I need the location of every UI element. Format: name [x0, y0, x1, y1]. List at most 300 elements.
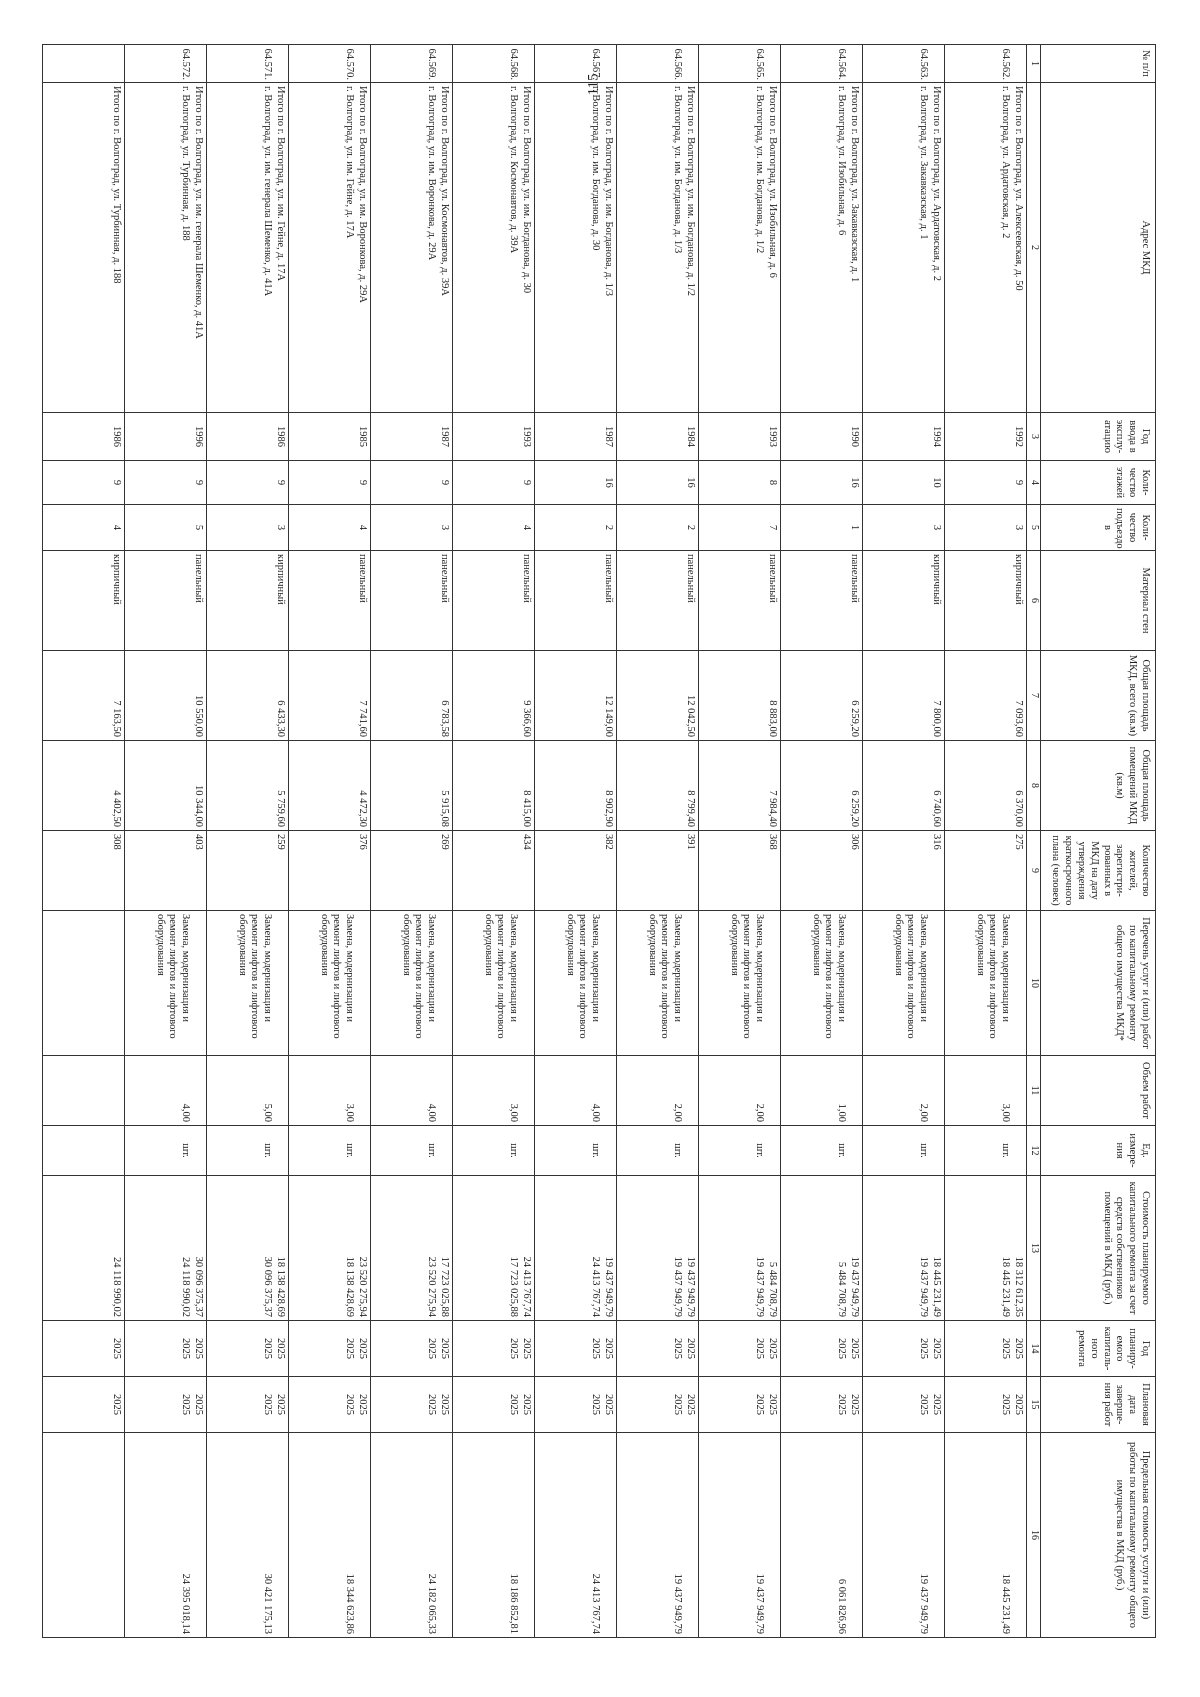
works-list-cell: [43, 911, 125, 1056]
limit-cost-cell-value: 24 182 065,33: [426, 1573, 438, 1634]
table-row: [125, 45, 207, 1638]
entrances-cell-value: [588, 508, 601, 547]
residents-cell-value: [752, 834, 765, 907]
limit-cost-cell-value: [1011, 1436, 1024, 1634]
year-cell-value: 1996: [193, 426, 204, 447]
rooms-area-cell-value: 4 472,30: [357, 790, 368, 827]
works-list-cell-value: [929, 914, 942, 1052]
address-cell: [781, 83, 863, 413]
wall-material-cell-value: [424, 554, 437, 647]
header-row: [1041, 45, 1156, 1638]
address-cell-value: Итого по г. Волгоград, ул. им. Богданова, д. 1/3: [603, 86, 614, 296]
works-list-cell-value: [1011, 914, 1024, 1052]
limit-cost-cell-value: 19 437 949,79: [754, 1573, 766, 1634]
year-cell: [535, 413, 617, 461]
total-area-cell-value: [178, 654, 191, 737]
row-number-value: 64.571.: [262, 48, 274, 80]
address-cell-value: г. Волгоград, ул. им. Гейне, д. 17А: [344, 86, 356, 239]
unit-cell-value: шт.: [836, 1143, 848, 1158]
plan-year-cell: [43, 1321, 125, 1377]
residents-cell: [371, 831, 453, 911]
work-volume-cell: [289, 1056, 371, 1126]
address-cell-value: г. Волгоград, ул. им. Богданова, д. 1/3: [672, 86, 684, 254]
total-area-cell-value: [916, 654, 929, 737]
work-volume-cell-value: [683, 1059, 696, 1122]
address-cell-value: Итого по г. Волгоград, ул. им. Гейне, д. 17А: [275, 86, 286, 282]
residents-cell-value: [998, 834, 1011, 907]
works-list-cell-value: [765, 914, 778, 1052]
end-date-cell-value: 2025: [193, 1394, 204, 1415]
work-volume-cell-value: 1,00: [836, 1103, 848, 1122]
unit-cell-value: шт.: [426, 1143, 438, 1158]
row-number-value: [519, 48, 532, 80]
table-body: [43, 45, 1027, 1638]
residents-cell: [617, 831, 699, 911]
limit-cost-cell: [781, 1433, 863, 1638]
limit-cost-cell: [43, 1433, 125, 1638]
cost-cell-value: 19 437 949,79: [603, 1256, 614, 1317]
residents-cell: [289, 831, 371, 911]
cost-cell: [617, 1176, 699, 1321]
plan-year-cell: [371, 1321, 453, 1377]
rooms-area-cell-value: 8 415,00: [521, 790, 532, 827]
limit-cost-cell-value: 24 413 767,74: [590, 1573, 602, 1634]
entrances-cell: [453, 505, 535, 551]
wall-material-cell-value: [506, 554, 519, 647]
works-list-cell-value: [355, 914, 368, 1052]
column-number: 1: [1027, 45, 1041, 83]
rooms-area-cell-value: 6 740,60: [931, 790, 942, 827]
entrances-cell: [371, 505, 453, 551]
total-area-cell-value: [998, 654, 1011, 737]
residents-cell-value: 376: [357, 834, 368, 850]
floors-cell-value: 9: [521, 479, 532, 486]
limit-cost-cell-value: [437, 1436, 450, 1634]
row-number-value: [765, 48, 778, 80]
total-area-cell: [371, 651, 453, 741]
works-list-cell-value: [683, 914, 696, 1052]
works-list-cell-value: Замена, модернизация и ремонт лифтов и лифтового оборудования: [974, 914, 1012, 1039]
unit-cell: [617, 1126, 699, 1176]
total-area-cell-value: [260, 654, 273, 737]
unit-cell-value: [929, 1129, 942, 1172]
works-list-cell: [781, 911, 863, 1056]
works-list-cell-value: [437, 914, 450, 1052]
work-volume-cell: [945, 1056, 1027, 1126]
plan-year-cell: [945, 1321, 1027, 1377]
end-date-cell-value: 2025: [836, 1394, 848, 1415]
cost-cell-value: 24 118 990,02: [111, 1257, 122, 1317]
floors-cell-value: [588, 464, 601, 501]
wall-material-cell-value: панельный: [439, 554, 450, 603]
limit-cost-cell: [699, 1433, 781, 1638]
wall-material-cell: [43, 551, 125, 651]
unit-cell-value: шт.: [508, 1143, 520, 1158]
row-number: [43, 45, 125, 83]
end-date-cell: [863, 1377, 945, 1433]
plan-year-cell: [453, 1321, 535, 1377]
work-volume-cell-value: [109, 1059, 122, 1122]
end-date-cell-value: 2025: [426, 1394, 438, 1415]
end-date-cell: [535, 1377, 617, 1433]
total-area-cell-value: 7 800,00: [931, 700, 942, 737]
floors-cell: [535, 461, 617, 505]
work-volume-cell-value: 3,00: [344, 1103, 356, 1122]
year-cell-value: [752, 416, 765, 457]
works-list-cell-value: Замена, модернизация и ремонт лифтов и лифтового оборудования: [646, 914, 684, 1039]
column-header: Ед. измере-ния: [1041, 1126, 1156, 1176]
column-number: 11: [1027, 1056, 1041, 1126]
floors-cell-value: [424, 464, 437, 501]
row-number: [781, 45, 863, 83]
floors-cell: [781, 461, 863, 505]
entrances-cell-value: 3: [931, 524, 942, 531]
floors-cell: [699, 461, 781, 505]
row-number-value: 64.570.: [344, 48, 356, 80]
cost-cell-value: 30 096 375,37: [193, 1256, 204, 1317]
floors-cell-value: 16: [849, 477, 860, 488]
end-date-cell-value: 2025: [672, 1394, 684, 1415]
column-number: 12: [1027, 1126, 1041, 1176]
wall-material-cell: [699, 551, 781, 651]
end-date-cell-value: 2025: [344, 1394, 356, 1415]
table-row: [207, 45, 289, 1638]
end-date-cell: [43, 1377, 125, 1433]
works-list-cell-value: [847, 914, 860, 1052]
work-volume-cell-value: 4,00: [180, 1103, 192, 1122]
row-number-value: [109, 48, 122, 80]
cost-cell: [207, 1176, 289, 1321]
plan-year-cell-value: 2025: [849, 1338, 860, 1359]
total-area-cell: [863, 651, 945, 741]
plan-year-cell-value: 2025: [754, 1338, 766, 1359]
cost-cell-value: 23 520 275,94: [426, 1256, 438, 1317]
work-volume-cell-value: [601, 1059, 614, 1122]
address-cell-value: г. Волгоград, ул. Закавказская, д. 1: [918, 86, 930, 240]
year-cell: [699, 413, 781, 461]
residents-cell-value: [506, 834, 519, 907]
end-date-cell-value: 2025: [1013, 1394, 1024, 1415]
works-list-cell: [863, 911, 945, 1056]
total-area-cell: [125, 651, 207, 741]
unit-cell: [371, 1126, 453, 1176]
entrances-cell: [617, 505, 699, 551]
table-row: [863, 45, 945, 1638]
address-cell: [289, 83, 371, 413]
cost-cell-value: 19 437 949,79: [685, 1256, 696, 1317]
plan-year-cell-value: 2025: [262, 1338, 274, 1359]
cost-cell-value: 18 138 428,69: [344, 1256, 356, 1317]
unit-cell-value: шт.: [262, 1143, 274, 1158]
residents-cell-value: [670, 834, 683, 907]
unit-cell-value: [1011, 1129, 1024, 1172]
work-volume-cell: [617, 1056, 699, 1126]
column-header: Общая площадь МКД, всего (кв.м): [1041, 651, 1156, 741]
works-list-cell: [125, 911, 207, 1056]
wall-material-cell-value: кирпичный: [931, 554, 942, 605]
total-area-cell-value: [752, 654, 765, 737]
limit-cost-cell: [617, 1433, 699, 1638]
rooms-area-cell-value: [260, 744, 273, 827]
cost-cell: [863, 1176, 945, 1321]
end-date-cell: [289, 1377, 371, 1433]
residents-cell-value: 308: [111, 834, 122, 850]
end-date-cell: [617, 1377, 699, 1433]
year-cell-value: [424, 416, 437, 457]
address-cell-value: г. Волгоград, ул. им. Богданова, д. 1/2: [754, 86, 766, 254]
unit-cell: [453, 1126, 535, 1176]
year-cell-value: 1984: [685, 426, 696, 447]
end-date-cell-value: 2025: [357, 1394, 368, 1415]
floors-cell-value: 9: [111, 479, 122, 486]
row-number: [535, 45, 617, 83]
unit-cell-value: [847, 1129, 860, 1172]
entrances-cell-value: [342, 508, 355, 547]
table-row: [945, 45, 1027, 1638]
column-number-row: [1027, 45, 1041, 1638]
works-list-cell-value: Замена, модернизация и ремонт лифтов и лифтового оборудования: [892, 914, 930, 1039]
unit-cell-value: шт.: [672, 1143, 684, 1158]
wall-material-cell-value: панельный: [521, 554, 532, 603]
year-cell: [371, 413, 453, 461]
rooms-area-cell-value: [506, 744, 519, 827]
year-cell: [43, 413, 125, 461]
floors-cell: [125, 461, 207, 505]
address-cell: [43, 83, 125, 413]
row-number: [207, 45, 289, 83]
unit-cell-value: [355, 1129, 368, 1172]
works-list-cell: [535, 911, 617, 1056]
address-cell-value: Итого по г. Волгоград, ул. им. Богданова, д. 1/2: [685, 86, 696, 296]
plan-year-cell-value: 2025: [508, 1338, 520, 1359]
column-number: 15: [1027, 1377, 1041, 1433]
column-header: Объем работ: [1041, 1056, 1156, 1126]
address-cell-value: Итого по г. Волгоград, ул. Космонавтов, д. 39А: [439, 86, 450, 296]
plan-year-cell: [617, 1321, 699, 1377]
address-cell: [535, 83, 617, 413]
plan-year-cell: [207, 1321, 289, 1377]
rooms-area-cell: [207, 741, 289, 831]
entrances-cell-value: [178, 508, 191, 547]
works-list-cell-value: Замена, модернизация и ремонт лифтов и лифтового оборудования: [810, 914, 848, 1039]
limit-cost-cell-value: 24 395 018,14: [180, 1573, 192, 1634]
floors-cell-value: [670, 464, 683, 501]
year-cell-value: [588, 416, 601, 457]
unit-cell-value: [273, 1129, 286, 1172]
works-list-cell-value: [191, 914, 204, 1052]
residents-cell: [863, 831, 945, 911]
wall-material-cell-value: [752, 554, 765, 647]
works-list-cell-value: Замена, модернизация и ремонт лифтов и лифтового оборудования: [482, 914, 520, 1039]
row-number-value: [191, 48, 204, 80]
row-number-value: [683, 48, 696, 80]
works-list-cell-value: [273, 914, 286, 1052]
year-cell-value: 1994: [931, 426, 942, 447]
rooms-area-cell-value: [670, 744, 683, 827]
wall-material-cell-value: панельный: [685, 554, 696, 603]
end-date-cell: [371, 1377, 453, 1433]
works-list-cell: [699, 911, 781, 1056]
plan-year-cell-value: 2025: [836, 1338, 848, 1359]
entrances-cell-value: 4: [111, 524, 122, 531]
cost-cell: [289, 1176, 371, 1321]
limit-cost-cell: [863, 1433, 945, 1638]
unit-cell-value: [437, 1129, 450, 1172]
unit-cell-value: [765, 1129, 778, 1172]
plan-year-cell-value: 2025: [357, 1338, 368, 1359]
year-cell-value: [834, 416, 847, 457]
cost-cell-value: 19 437 949,79: [754, 1256, 766, 1317]
residents-cell-value: [834, 834, 847, 907]
limit-cost-cell-value: [273, 1436, 286, 1634]
year-cell: [617, 413, 699, 461]
entrances-cell-value: 3: [439, 524, 450, 531]
end-date-cell-value: 2025: [918, 1394, 930, 1415]
year-cell-value: [342, 416, 355, 457]
entrances-cell: [207, 505, 289, 551]
total-area-cell: [535, 651, 617, 741]
column-header: Год ввода в эксплу-атацию: [1041, 413, 1156, 461]
column-header: № п/п: [1041, 45, 1156, 83]
wall-material-cell-value: панельный: [357, 554, 368, 603]
entrances-cell: [699, 505, 781, 551]
works-list-cell: [371, 911, 453, 1056]
cost-cell-value: 17 723 025,88: [439, 1256, 450, 1317]
works-list-cell: [617, 911, 699, 1056]
wall-material-cell: [781, 551, 863, 651]
work-volume-cell: [863, 1056, 945, 1126]
residents-cell-value: 306: [849, 834, 860, 850]
floors-cell-value: [260, 464, 273, 501]
table-row: [535, 45, 617, 1638]
rooms-area-cell: [43, 741, 125, 831]
end-date-cell-value: 2025: [439, 1394, 450, 1415]
work-volume-cell-value: 5,00: [262, 1103, 274, 1122]
floors-cell: [207, 461, 289, 505]
limit-cost-cell-value: 18 344 623,86: [344, 1573, 356, 1634]
plan-year-cell-value: 2025: [426, 1338, 438, 1359]
row-number: [289, 45, 371, 83]
plan-year-cell: [289, 1321, 371, 1377]
address-cell-value: Итого по г. Волгоград, ул. Ардатовская, д. 2: [931, 86, 942, 282]
entrances-cell-value: [424, 508, 437, 547]
unit-cell: [207, 1126, 289, 1176]
table-row: [289, 45, 371, 1638]
column-number: 6: [1027, 551, 1041, 651]
floors-cell: [617, 461, 699, 505]
page-number: 115: [585, 73, 602, 96]
total-area-cell-value: 12 149,00: [603, 695, 614, 737]
work-volume-cell: [371, 1056, 453, 1126]
wall-material-cell-value: [834, 554, 847, 647]
column-header: Общая площадь помещений МКД (кв.м): [1041, 741, 1156, 831]
limit-cost-cell: [289, 1433, 371, 1638]
residents-cell: [945, 831, 1027, 911]
rooms-area-cell-value: 4 402,50: [111, 790, 122, 827]
total-area-cell: [453, 651, 535, 741]
rooms-area-cell-value: 6 259,20: [849, 790, 860, 827]
cost-cell-value: 19 437 949,79: [849, 1256, 860, 1317]
wall-material-cell-value: [342, 554, 355, 647]
floors-cell-value: [342, 464, 355, 501]
rooms-area-cell-value: 5 915,08: [439, 790, 450, 827]
plan-year-cell-value: 2025: [672, 1338, 684, 1359]
unit-cell-value: шт.: [754, 1143, 766, 1158]
cost-cell-value: 24 413 767,74: [521, 1256, 532, 1317]
works-list-cell-value: Замена, модернизация и ремонт лифтов и лифтового оборудования: [318, 914, 356, 1039]
total-area-cell: [945, 651, 1027, 741]
year-cell-value: [260, 416, 273, 457]
floors-cell-value: [506, 464, 519, 501]
plan-year-cell: [863, 1321, 945, 1377]
entrances-cell: [43, 505, 125, 551]
year-cell: [453, 413, 535, 461]
limit-cost-cell-value: 18 186 852,81: [508, 1573, 520, 1634]
work-volume-cell-value: [273, 1059, 286, 1122]
column-header: Плановая дата заверше-ния работ: [1041, 1377, 1156, 1433]
year-cell-value: 1993: [767, 426, 778, 447]
residents-cell: [535, 831, 617, 911]
column-header: Материал стен: [1041, 551, 1156, 651]
rooms-area-cell: [371, 741, 453, 831]
year-cell-value: [506, 416, 519, 457]
year-cell-value: 1987: [603, 426, 614, 447]
year-cell-value: [916, 416, 929, 457]
entrances-cell-value: 3: [275, 524, 286, 531]
row-number-value: [273, 48, 286, 80]
end-date-cell: [699, 1377, 781, 1433]
rooms-area-cell-value: [178, 744, 191, 827]
address-cell-value: г. Волгоград, ул. им. Богданова, д. 30: [590, 86, 602, 251]
work-volume-cell-value: [1011, 1059, 1024, 1122]
address-cell: [699, 83, 781, 413]
works-list-cell: [289, 911, 371, 1056]
plan-year-cell-value: 2025: [180, 1338, 192, 1359]
floors-cell-value: 9: [357, 479, 368, 486]
work-volume-cell-value: 4,00: [426, 1103, 438, 1122]
table-row: [43, 45, 125, 1638]
column-header: Предельная стоимость услуги и (или) работы по капитальному ремонту общего имущества в МКД (руб.): [1041, 1433, 1156, 1638]
address-cell-value: г. Волгоград, ул. им. Воронкова, д. 29А: [426, 86, 438, 261]
row-number-value: [847, 48, 860, 80]
address-cell: [207, 83, 289, 413]
limit-cost-cell-value: 19 437 949,79: [918, 1573, 930, 1634]
total-area-cell-value: [588, 654, 601, 737]
works-list-cell-value: [109, 914, 122, 1052]
entrances-cell: [535, 505, 617, 551]
address-cell: [945, 83, 1027, 413]
cost-cell-value: 30 096 375,37: [262, 1256, 274, 1317]
residents-cell: [781, 831, 863, 911]
year-cell: [207, 413, 289, 461]
wall-material-cell: [207, 551, 289, 651]
limit-cost-cell-value: [191, 1436, 204, 1634]
work-volume-cell-value: [929, 1059, 942, 1122]
plan-year-cell-value: 2025: [275, 1338, 286, 1359]
limit-cost-cell: [945, 1433, 1027, 1638]
unit-cell: [289, 1126, 371, 1176]
unit-cell-value: шт.: [918, 1143, 930, 1158]
unit-cell-value: [109, 1129, 122, 1172]
wall-material-cell-value: панельный: [849, 554, 860, 603]
cost-cell-value: 24 118 990,02: [180, 1257, 192, 1317]
rooms-area-cell-value: [834, 744, 847, 827]
total-area-cell: [43, 651, 125, 741]
total-area-cell: [781, 651, 863, 741]
address-cell-value: Итого по г. Волгоград, ул. им. Богданова, д. 30: [521, 86, 532, 294]
year-cell-value: 1993: [521, 426, 532, 447]
work-volume-cell-value: 3,00: [508, 1103, 520, 1122]
